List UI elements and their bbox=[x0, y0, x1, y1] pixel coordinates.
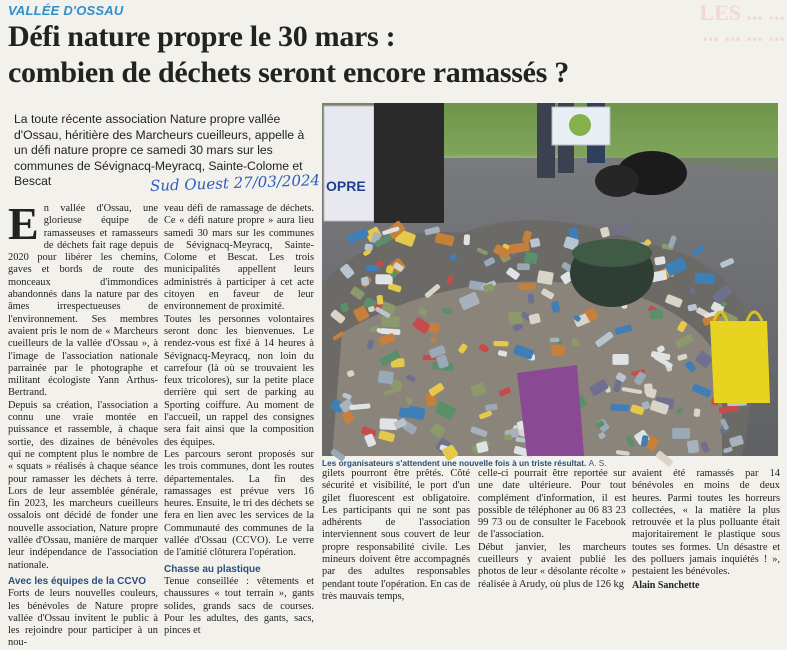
text-column-2 bbox=[164, 203, 314, 637]
paragraph: Tenue conseillée : vêtements et chaussures « tout terrain », gants solides, grands sacs de courses. Pour les adultes, des gants, sacs, pinces et bbox=[164, 575, 314, 637]
drop-cap: E bbox=[8, 198, 39, 249]
paragraph: Depuis sa création, l'association a connu une vraie montée en puissance et rassemble, à chaque sortie, des dizaines de bénévoles qui ne comptent plus le nombre de « squats » réalisés à chaque séance pour ramasser les déchets à terre. Lors de leur assemblée générale, fin 2023, les marcheurs cueilleurs ossalois ont décidé de fonder une nouvelle association, Nature propre vallée d'Ossau, manière de marquer leur indépendance de l'association nationale. bbox=[8, 399, 158, 571]
paragraph: Début janvier, les marcheurs cueilleurs y avaient publié les photos de leur « désolante récolte » réalisée à Arudy, où plus de 126 kg bbox=[478, 541, 626, 590]
sign-text: OPRE bbox=[326, 178, 366, 194]
association-sign bbox=[324, 103, 444, 223]
debris-piece bbox=[721, 302, 727, 307]
paragraph: Forts de leurs nouvelles couleurs, les bénévoles de Nature propre vallée d'Ossau invitent le public à les rejoindre pour participer à un nou- bbox=[8, 588, 158, 649]
subheading: Chasse au plastique bbox=[164, 563, 261, 575]
paragraph: veau défi de ramassage de déchets. Ce « défi nature propre » aura lieu samedi 30 mars sur les communes de Sévignacq-Meyracq, Sainte-Colome et Bescat. Les trois municipalités appellent leurs administrés à participer à cet acte citoyen en faveur de leur environnement de proximité. bbox=[164, 203, 314, 313]
article-photo bbox=[322, 103, 778, 456]
debris-piece bbox=[650, 310, 663, 319]
caption-text: Les organisateurs s'attendent une nouvelle fois à un triste résultat. bbox=[322, 458, 587, 468]
debris-piece bbox=[517, 263, 530, 270]
debris-piece bbox=[378, 370, 394, 384]
debris-piece bbox=[550, 338, 560, 343]
text-column-1 bbox=[8, 198, 158, 649]
headline-line-1: Défi nature propre le 30 mars : bbox=[8, 20, 396, 53]
debris-piece bbox=[493, 341, 508, 347]
subheading: Avec les équipes de la CCVO bbox=[8, 575, 147, 587]
debris-piece bbox=[463, 234, 470, 245]
debris-piece bbox=[610, 404, 629, 411]
trash-pile-illustration bbox=[322, 103, 778, 456]
debris-piece bbox=[485, 404, 498, 411]
debris-piece bbox=[695, 272, 715, 284]
paragraph: celle-ci pourrait être reportée sur une date ultérieure. Pour tout complément d'information, il est possible de téléphoner au 06 83 23 99 73 ou de consulter le Facebook de l'association. bbox=[478, 468, 626, 541]
paragraph: n vallée d'Ossau, une glorieuse équipe de ramasseuses et ramasseurs de déchets fait rage depuis 2020 pour libérer les chemins, gaves et bords de route des monceaux d'immondices abandonnés dans la nature par des âmes irrespectueuses de l'environnement. Ses membres avaient pris le nom de « Marcheurs cueilleurs de la vallée d'Ossau », à l'image de l'association nationale parrainée par le photographe et militant écologiste Yann Arthus-Bertrand. bbox=[8, 203, 158, 399]
debris-piece bbox=[376, 295, 383, 305]
photo-caption bbox=[322, 458, 778, 468]
paragraph: Toutes les personnes volontaires seront donc les bienvenues. Le rendez-vous est fixé à 14 heures à Sévignacq-Meyracq, non loin du carrefour (là où se trouvaient les feux tricolores), sur la petite place derrière qui sert de parking au Sporting coiffure. Au moment de l'accueil, un rappel des consignes sera fait ainsi que la composition des équipes. bbox=[164, 313, 314, 448]
paragraph: Les parcours seront proposés sur les trois communes, dont les routes départementales. La fin des ramassages est prévue vers 16 heures. Ensuite, le tri des déchets se fera en lien avec les services de la Communauté des communes de la vallée d'Ossau (CCVO). Le verre de l'amitié clôturera l'opération. bbox=[164, 448, 314, 559]
debris-piece bbox=[528, 293, 535, 304]
text-column-5 bbox=[632, 468, 780, 578]
author-byline: Alain Sanchette bbox=[632, 580, 700, 591]
handwritten-note: Sud Ouest 27/03/2024 bbox=[149, 171, 321, 195]
debris-piece bbox=[694, 408, 701, 417]
debris-piece bbox=[504, 434, 512, 441]
debris-piece bbox=[537, 270, 554, 285]
paragraph: gilets pourront être prêtés. Côté sécurité et visibilité, le port d'un gilet fluorescent est obligatoire. Les participants qui ne sont pas adhérents de l'association interviennent sous couvert de leur propre responsabilité civile. Les mineurs doivent être accompagnés par des adultes responsables pendant toute l'opération. En cas de très mauvais temps, bbox=[322, 468, 470, 602]
debris-piece bbox=[524, 251, 538, 264]
debris-piece bbox=[508, 311, 523, 325]
debris-piece bbox=[375, 274, 392, 284]
debris-piece bbox=[612, 354, 628, 365]
text-column-4 bbox=[478, 468, 626, 596]
debris-piece bbox=[654, 256, 666, 265]
debris-piece bbox=[381, 316, 400, 327]
debris-piece bbox=[687, 440, 700, 454]
debris-piece bbox=[644, 383, 653, 394]
headline-line-2: combien de déchets seront encore ramassés ? bbox=[8, 56, 569, 89]
photo-credit: A. S. bbox=[588, 458, 607, 468]
debris-piece bbox=[551, 345, 565, 356]
debris-piece bbox=[428, 322, 440, 334]
text-column-3 bbox=[322, 468, 470, 602]
article-lead: La toute récente association Nature propre vallée d'Ossau, héritière des Marcheurs cueilleurs, appelle à un défi nature propre ce samedi 30 mars sur les communes de Sévignacq-Meyracq, Sainte-Colome et Bescat bbox=[14, 112, 305, 189]
bleed-through-text: LES ... ... ... ... ... ... bbox=[699, 0, 785, 46]
debris-piece bbox=[672, 428, 690, 439]
section-label: VALLÉE D'OSSAU bbox=[8, 3, 124, 18]
paragraph: avaient été ramassés par 14 bénévoles en moins de deux heures. Parmi toutes les horreurs collectées, « la matière la plus retrouvée et la plus polluante était majoritairement le plastique sous toutes ses formes. Un désastre et des polluers jamais inquiétés ! », pestaient les bénévoles. bbox=[632, 468, 780, 578]
